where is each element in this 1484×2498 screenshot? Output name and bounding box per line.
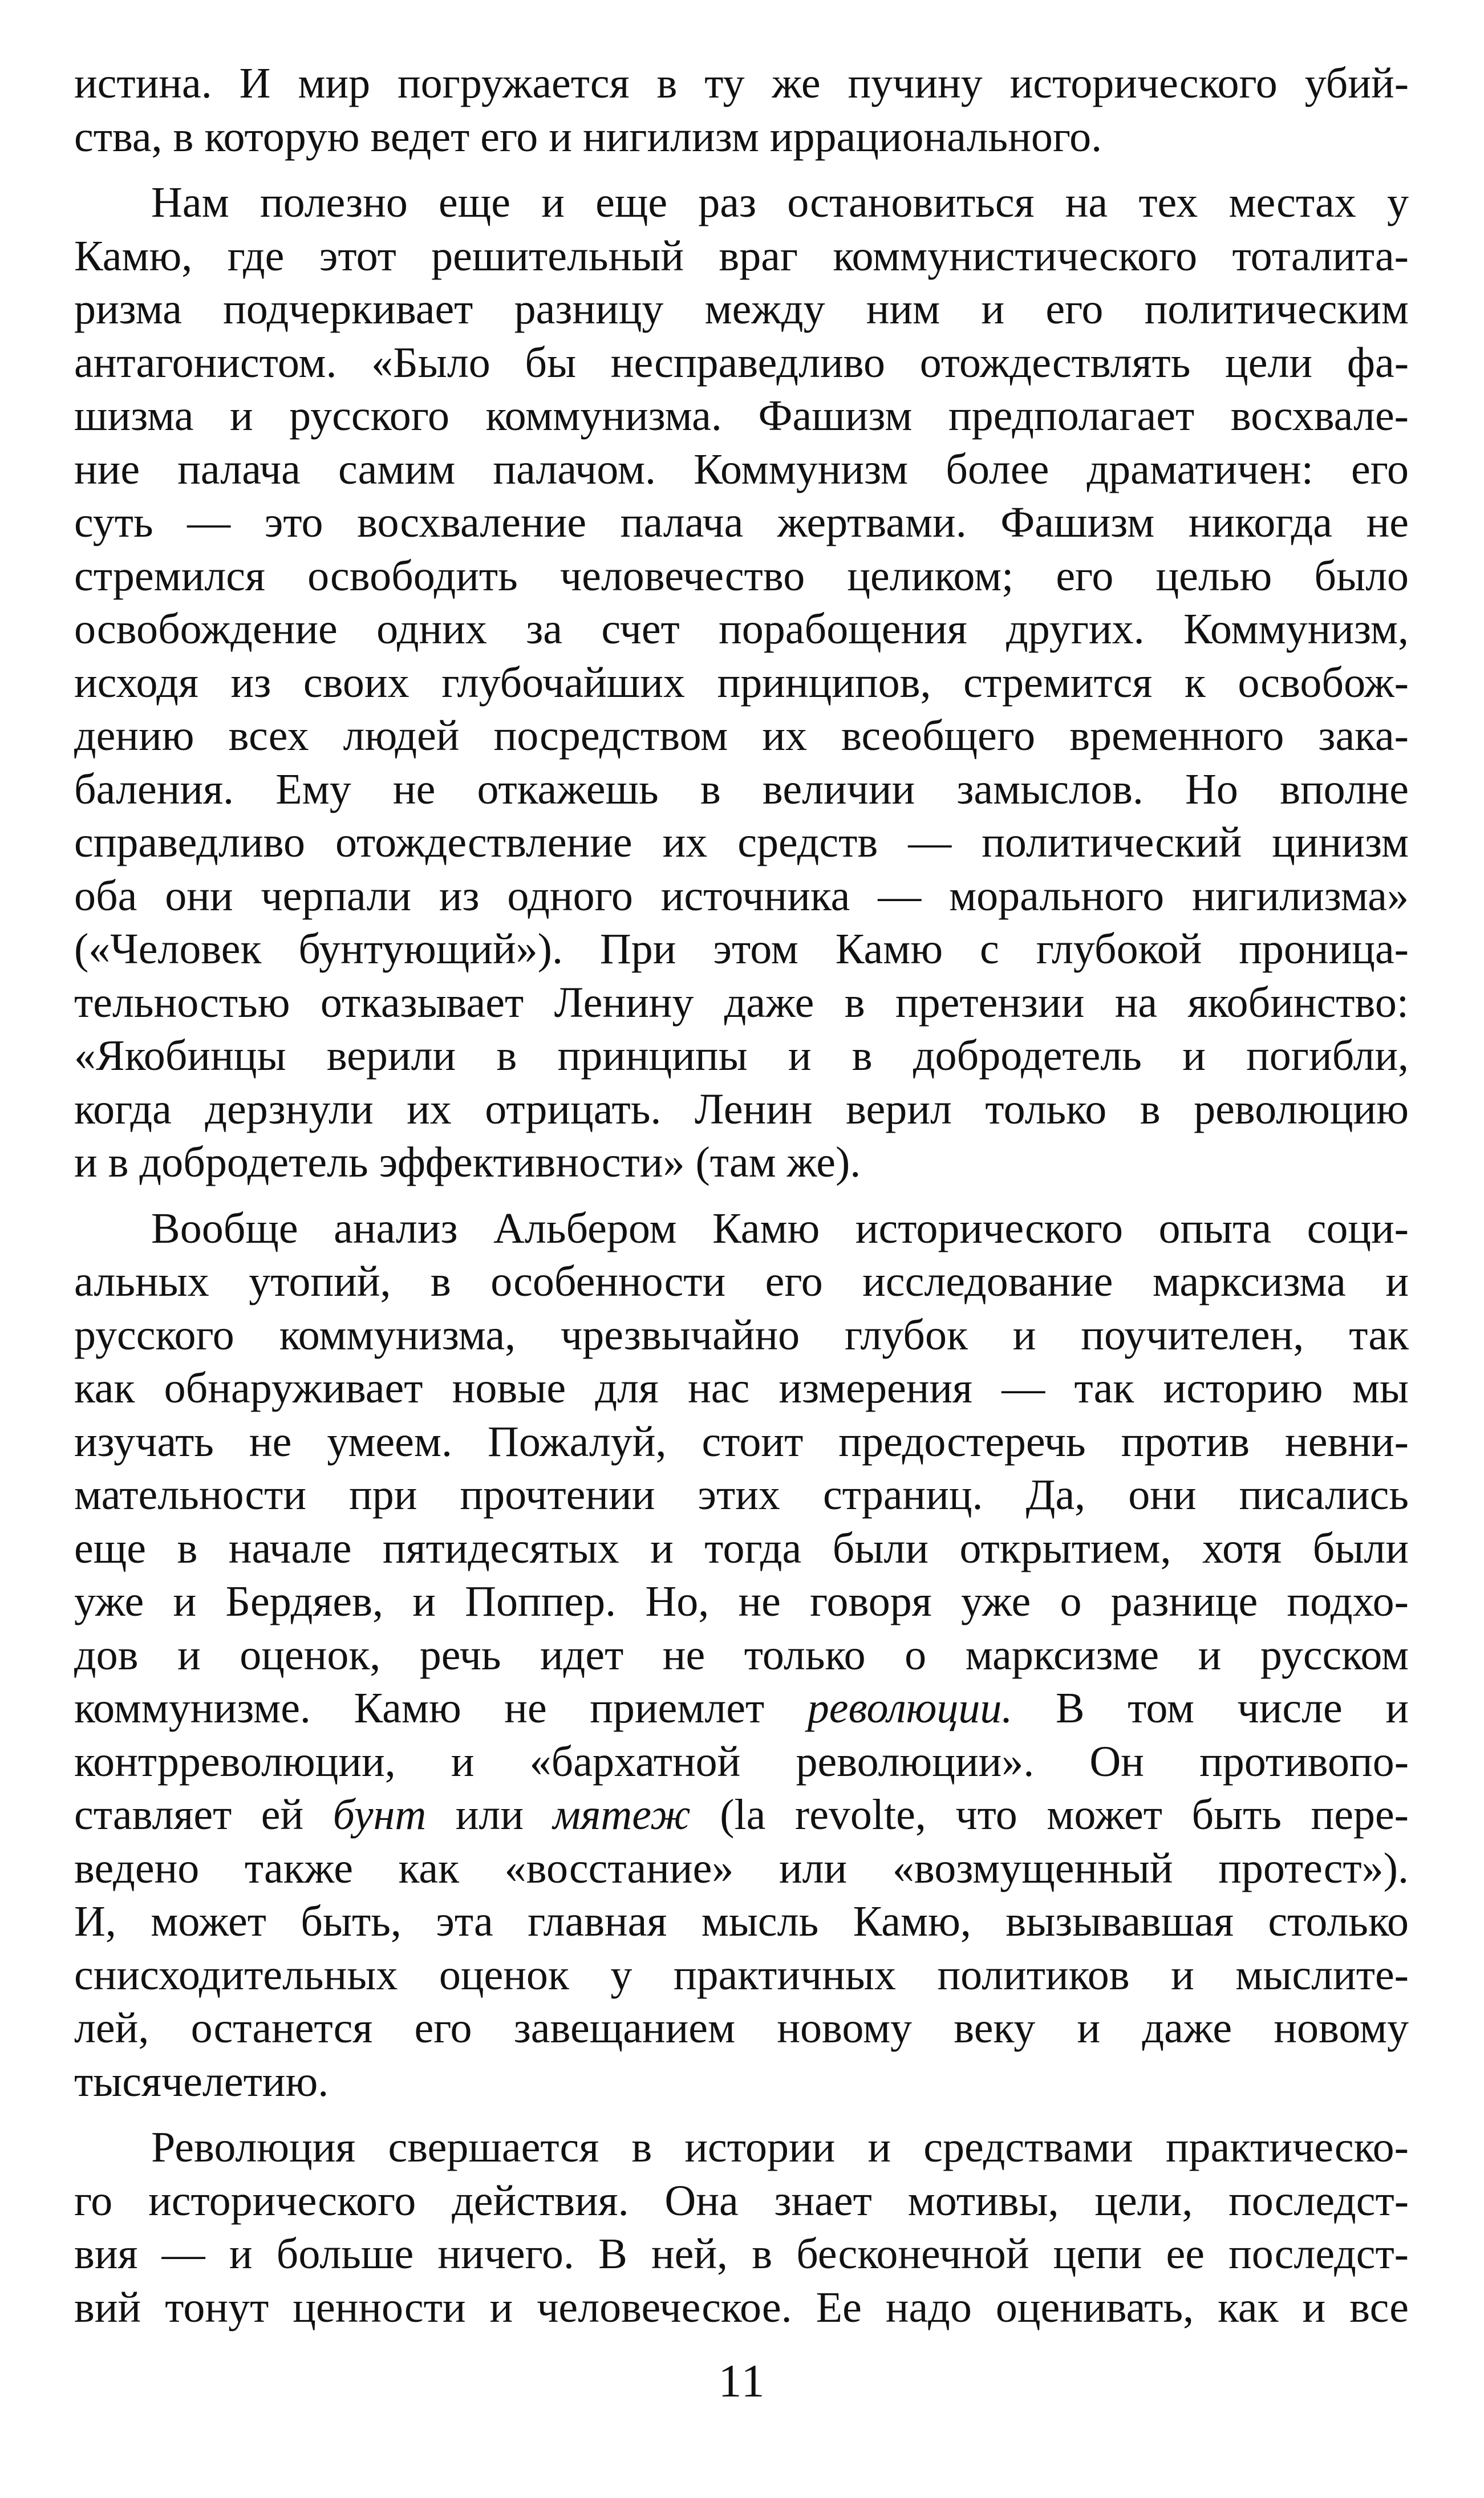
text-line: дов и оценок, речь идет не только о марксизме и русском [74, 1631, 1409, 1679]
text-line: снисходительных оценок у практичных политиков и мыслите- [74, 1950, 1409, 1999]
page-number: 11 [718, 2355, 766, 2407]
book-page-body [74, 57, 1409, 2334]
text-line: освобождение одних за счет порабощения других. Коммунизм, [74, 605, 1409, 653]
text-line: Вообще анализ Альбером Камю исторического опыта соци- [151, 1204, 1409, 1252]
paragraph-gap [74, 1190, 1409, 1202]
text-line: Нам полезно еще и еще раз остановиться на тех местах у [151, 179, 1409, 226]
paragraph-gap [74, 2108, 1409, 2121]
text-line: («Человек бунтующий»). При этом Камю с глубокой проница- [74, 925, 1409, 973]
text-line: ведено также как «восстание» или «возмущенный протест»). [74, 1844, 1409, 1892]
text-line: ние палача самим палачом. Коммунизм более драматичен: его [74, 445, 1409, 493]
paragraph [74, 176, 1409, 1190]
text-line: альных утопий, в особенности его исследование марксизма и [74, 1258, 1409, 1305]
text-line: вий тонут ценности и человеческое. Ее надо оценивать, как и все [74, 2283, 1409, 2331]
text-line: ризма подчеркивает разницу между ним и его политическим [74, 285, 1409, 333]
text-line: изучать не умеем. Пожалуй, стоит предостеречь против невни- [74, 1417, 1409, 1466]
text-line: оба они черпали из одного источника — морального нигилизма» [74, 871, 1409, 920]
paragraph-gap [74, 164, 1409, 176]
text-line: коммунизме. Камю не приемлет революции. В том числе и [74, 1684, 1409, 1732]
text-line: вия — и больше ничего. В ней, в бесконечной цепи ее последст- [74, 2230, 1409, 2278]
text-line: Камю, где этот решительный враг коммунистического тоталита- [74, 232, 1409, 280]
text-line: тельностью отказывает Ленину даже в претензии на якобинство: [74, 978, 1409, 1027]
text-line: тысячелетию. [74, 2057, 329, 2106]
paragraph [74, 1202, 1409, 2109]
paragraph [74, 57, 1409, 164]
text-line: антагонистом. «Было бы несправедливо отождествлять цели фа- [74, 338, 1409, 387]
text-line: уже и Бердяев, и Поппер. Но, не говоря уже о разнице подхо- [74, 1578, 1409, 1625]
text-line: ства, в которую ведет его и нигилизм иррационального. [74, 112, 1102, 161]
text-line: «Якобинцы верили в принципы и в добродетель и погибли, [74, 1032, 1409, 1080]
text-line: Революция свершается в истории и средствами практическо- [151, 2123, 1409, 2171]
paragraph [74, 2121, 1409, 2334]
text-line: мательности при прочтении этих страниц. Да, они писались [74, 1471, 1409, 1519]
text-line: стремился освободить человечество целиком; его целью было [74, 551, 1409, 600]
text-line: шизма и русского коммунизма. Фашизм предполагает восхвале- [74, 392, 1409, 440]
text-line: контрреволюции, и «бархатной революции». Он противопо- [74, 1737, 1409, 1786]
text-line: И, может быть, эта главная мысль Камю, вызывавшая столько [74, 1897, 1409, 1945]
text-line: истина. И мир погружается в ту же пучину исторического убий- [74, 59, 1409, 107]
text-line: когда дерзнули их отрицать. Ленин верил только в революцию [74, 1085, 1409, 1133]
text-line: исходя из своих глубочайших принципов, стремится к освобож- [74, 658, 1409, 707]
text-line: русского коммунизма, чрезвычайно глубок и поучителен, так [74, 1311, 1409, 1359]
text-line: го исторического действия. Она знает мотивы, цели, последст- [74, 2176, 1409, 2225]
text-line: как обнаруживает новые для нас измерения — так историю мы [74, 1364, 1409, 1412]
text-line: суть — это восхваление палача жертвами. Фашизм никогда не [74, 498, 1409, 546]
text-line: дению всех людей посредством их всеобщего временного зака- [74, 712, 1409, 760]
text-line: и в добродетель эффективности» (там же). [74, 1138, 861, 1186]
text-line: еще в начале пятидесятых и тогда были открытием, хотя были [74, 1524, 1409, 1572]
text-line: баления. Ему не откажешь в величии замыслов. Но вполне [74, 765, 1409, 813]
text-line: лей, останется его завещанием новому веку и даже новому [74, 2004, 1409, 2052]
text-line: справедливо отождествление их средств — политический цинизм [74, 818, 1409, 866]
text-line: ставляет ей бунт или мятеж (la revolte, что может быть пере- [74, 1791, 1409, 1839]
